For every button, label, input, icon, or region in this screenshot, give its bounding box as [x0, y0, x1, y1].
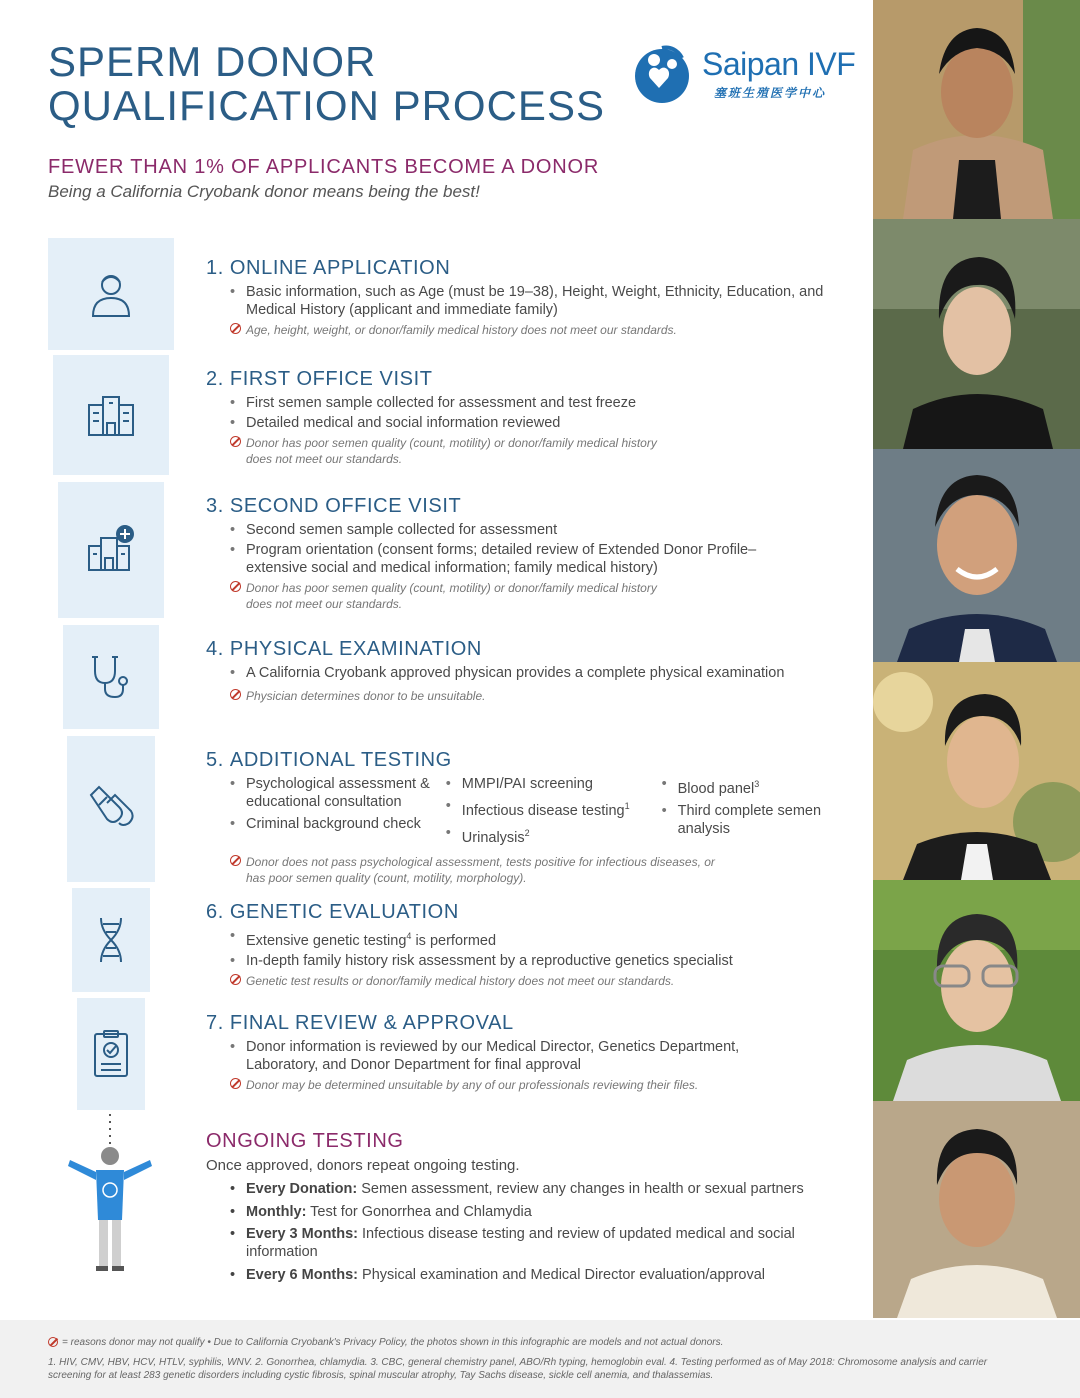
logo-name: Saipan IVF [702, 46, 856, 82]
funnel-step-1 [48, 238, 174, 350]
ongoing-title: ONGOING TESTING [206, 1130, 404, 1152]
list-item: • Criminal background check [230, 815, 446, 833]
no-entry-icon [230, 323, 241, 334]
list-item: • Third complete semen analysis [662, 802, 856, 838]
step-physical-examination [206, 638, 856, 704]
list-item: • In-depth family history risk assessment by a reproductive genetics specialist [230, 952, 856, 970]
logo-chinese: 塞班生殖医学中心 [714, 86, 827, 100]
step-additional-testing [206, 749, 856, 886]
disqualify-reason: Physician determines donor to be unsuitable. [206, 688, 856, 704]
ongoing-testing-section [206, 1130, 856, 1288]
step-title: SECOND OFFICE VISIT [229, 495, 462, 517]
list-item: • Extensive genetic testing$^4$ is performed [230, 927, 856, 950]
disqualify-reason: Genetic test results or donor/family medical history does not meet our standards. [206, 973, 856, 989]
model-photos [873, 0, 1080, 1318]
no-entry-icon [230, 436, 241, 447]
model-photo [873, 0, 1080, 219]
step-number: 3. [206, 495, 224, 517]
step-number: 2. [206, 368, 224, 390]
step-genetic-evaluation [206, 901, 856, 989]
disqualify-reason: Donor does not pass psychological assessment, tests positive for infectious diseases, or has poor semen quality (count, motility, morphology). [206, 854, 726, 886]
step-first-office-visit [206, 368, 856, 467]
title-line-1: SPERM DONOR [48, 38, 377, 85]
disqualify-reason: Donor has poor semen quality (count, motility) or donor/family medical history does not meet our standards. [206, 435, 676, 467]
model-photo [873, 880, 1080, 1101]
no-entry-icon [230, 1078, 241, 1089]
page-title [48, 40, 605, 128]
tagline: Being a California Cryobank donor means being the best! [48, 182, 480, 201]
ongoing-intro: Once approved, donors repeat ongoing testing. [206, 1157, 520, 1174]
person-figure [60, 1112, 160, 1274]
funnel-step-7 [77, 998, 145, 1110]
list-item: • Donor information is reviewed by our Medical Director, Genetics Department, Laboratory, and Donor Department for final approval [230, 1038, 770, 1074]
hospital-plus-icon [85, 524, 137, 576]
no-entry-icon [230, 689, 241, 700]
list-item: • Every Donation: Semen assessment, review any changes in health or sexual partners [230, 1180, 856, 1198]
list-item: • Monthly: Test for Gonorrhea and Chlamydia [230, 1203, 856, 1221]
list-item: • Basic information, such as Age (must be 19–38), Height, Weight, Ethnicity, Education, and Medical History (applicant and immediate family) [230, 283, 856, 319]
funnel-step-6 [72, 888, 150, 992]
list-item: • Every 6 Months: Physical examination and Medical Director evaluation/approval [230, 1266, 856, 1284]
funnel-step-5 [67, 736, 155, 882]
funnel-step-4 [63, 625, 159, 729]
footer [0, 1320, 1080, 1398]
list-item: • A California Cryobank approved physican provides a complete physical examination [230, 664, 856, 682]
no-entry-icon [48, 1337, 58, 1347]
no-entry-icon [230, 974, 241, 985]
step-number: 1. [206, 257, 224, 279]
disqualify-reason: Age, height, weight, or donor/family medical history does not meet our standards. [206, 322, 856, 338]
stethoscope-icon [85, 651, 137, 703]
list-item: • Urinalysis$^2$ [446, 824, 662, 847]
disqualify-reason: Donor may be determined unsuitable by any of our professionals reviewing their files. [206, 1077, 856, 1093]
list-item: • Infectious disease testing$^1$ [446, 797, 662, 820]
step-second-office-visit [206, 495, 856, 612]
subtitle: FEWER THAN 1% OF APPLICANTS BECOME A DONOR [48, 156, 600, 178]
step-title: ADDITIONAL TESTING [229, 749, 452, 771]
no-entry-icon [230, 581, 241, 592]
list-item: • Second semen sample collected for assessment [230, 521, 856, 539]
step-title: ONLINE APPLICATION [229, 257, 451, 279]
list-item: • Blood panel$^3$ [662, 775, 856, 798]
step-title: FIRST OFFICE VISIT [229, 368, 433, 390]
user-icon [85, 268, 137, 320]
funnel-step-2 [53, 355, 169, 475]
step-title: PHYSICAL EXAMINATION [229, 638, 482, 660]
list-item: • MMPI/PAI screening [446, 775, 662, 793]
building-icon [85, 389, 137, 441]
family-heart-logo-icon [632, 44, 692, 104]
model-photo [873, 219, 1080, 449]
step-number: 7. [206, 1012, 224, 1034]
disqualify-reason: Donor has poor semen quality (count, motility) or donor/family medical history does not meet our standards. [206, 580, 676, 612]
step-online-application [206, 257, 856, 338]
step-number: 6. [206, 901, 224, 923]
model-photo [873, 449, 1080, 662]
test-tubes-icon [85, 783, 137, 835]
footnotes: 1. HIV, CMV, HBV, HCV, HTLV, syphilis, WNV. 2. Gonorrhea, chlamydia. 3. CBC, general chemistry panel, ABO/Rh typing, hemoglobin eval. 4. Testing performed as of May 2018: Chromosome analysis and carrier screening for at least 283 genetic disorders including cystic fibrosis, spinal muscular atrophy, Tay Sachs disease, sickle cell anemia, and thalassemias. [48, 1357, 988, 1381]
list-item: • Psychological assessment & educational consultation [230, 775, 446, 811]
funnel-step-3 [58, 482, 164, 618]
footer-note: = reasons donor may not qualify • Due to California Cryobank's Privacy Policy, the photos shown in this infographic are models and not actual donors. [48, 1336, 1032, 1349]
dna-icon [85, 914, 137, 966]
list-item: • Every 3 Months: Infectious disease testing and review of updated medical and social information [230, 1225, 856, 1261]
model-photo [873, 1101, 1080, 1318]
no-entry-icon [230, 855, 241, 866]
step-title: FINAL REVIEW & APPROVAL [229, 1012, 514, 1034]
clipboard-check-icon [85, 1028, 137, 1080]
saipan-ivf-logo [632, 44, 862, 106]
list-item: • Program orientation (consent forms; detailed review of Extended Donor Profile– extensive social and medical information; family medical history) [230, 541, 790, 577]
list-item: • Detailed medical and social information reviewed [230, 414, 856, 432]
step-title: GENETIC EVALUATION [229, 901, 459, 923]
title-line-2: QUALIFICATION PROCESS [48, 82, 605, 129]
step-number: 4. [206, 638, 224, 660]
step-final-review [206, 1012, 856, 1093]
step-number: 5. [206, 749, 224, 771]
model-photo [873, 662, 1080, 880]
list-item: • First semen sample collected for assessment and test freeze [230, 394, 856, 412]
